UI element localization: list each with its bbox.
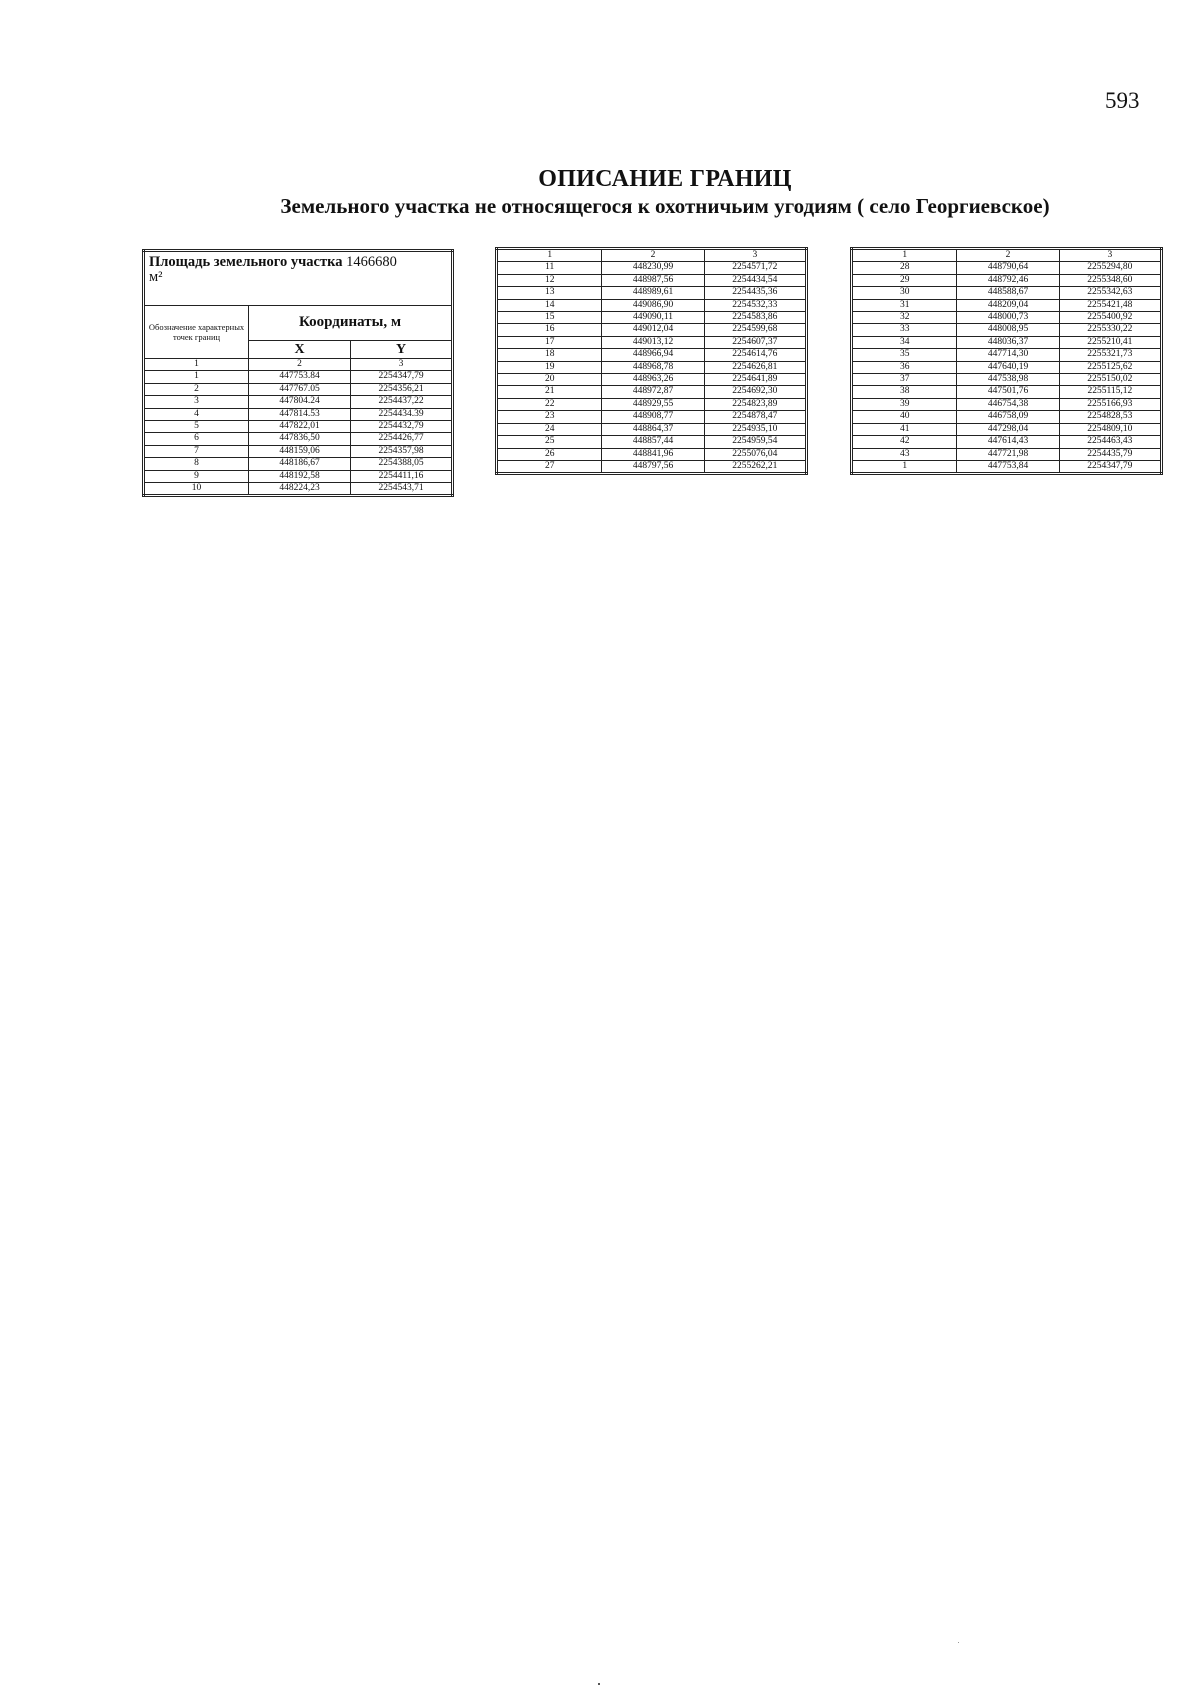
table-row	[144, 458, 453, 470]
y-coordinate-cell: 2254692,30	[704, 386, 806, 398]
point-number-cell: 39	[852, 398, 957, 410]
table-row	[852, 398, 1162, 410]
point-number-cell: 36	[852, 361, 957, 373]
table-row	[144, 483, 453, 496]
y-coordinate-cell: 2255150,02	[1059, 374, 1161, 386]
x-coordinate-cell: 448841,96	[602, 448, 704, 460]
y-coordinate-cell: 2254426,77	[351, 433, 453, 445]
y-header: Y	[351, 341, 453, 359]
table-row	[852, 374, 1162, 386]
table-row	[852, 324, 1162, 336]
x-coordinate-cell: 447721,98	[957, 448, 1059, 460]
point-number-cell: 38	[852, 386, 957, 398]
point-number-cell: 5	[144, 421, 249, 433]
table-row	[144, 396, 453, 408]
y-coordinate-cell: 2255262,21	[704, 460, 806, 473]
y-coordinate-cell: 2254388,05	[351, 458, 453, 470]
x-coordinate-cell: 448987,56	[602, 274, 704, 286]
y-coordinate-cell: 2254347,79	[1059, 460, 1161, 473]
table-row	[497, 460, 807, 473]
document-title: ОПИСАНИЕ ГРАНИЦ	[538, 166, 792, 192]
table-row	[497, 361, 807, 373]
scan-dot	[598, 1683, 600, 1685]
column-number: 1	[852, 249, 957, 262]
x-coordinate-cell: 448036,37	[957, 336, 1059, 348]
x-coordinate-cell: 448588,67	[957, 287, 1059, 299]
table-row	[852, 312, 1162, 324]
point-number-cell: 29	[852, 274, 957, 286]
point-number-cell: 33	[852, 324, 957, 336]
table-row	[497, 349, 807, 361]
point-number-cell: 24	[497, 423, 602, 435]
scan-speck	[958, 1642, 959, 1643]
column-number: 2	[602, 249, 704, 262]
y-coordinate-cell: 2254878,47	[704, 411, 806, 423]
x-coordinate-cell: 448989,61	[602, 287, 704, 299]
column-number: 1	[144, 359, 249, 371]
y-coordinate-cell: 2254432,79	[351, 421, 453, 433]
x-coordinate-cell: 447614,43	[957, 436, 1059, 448]
point-number-cell: 9	[144, 470, 249, 482]
column-number: 3	[1059, 249, 1161, 262]
point-number-cell: 6	[144, 433, 249, 445]
y-coordinate-cell: 2254532,33	[704, 299, 806, 311]
y-coordinate-cell: 2254599,68	[704, 324, 806, 336]
point-number-cell: 4	[144, 408, 249, 420]
y-coordinate-cell: 2254347,79	[351, 371, 453, 383]
y-coordinate-cell: 2254809,10	[1059, 423, 1161, 435]
y-coordinate-cell: 2254411,16	[351, 470, 453, 482]
table-row	[497, 411, 807, 423]
table-row	[144, 445, 453, 457]
table-row	[852, 361, 1162, 373]
coordinates-header: Координаты, м	[249, 306, 453, 341]
table-row	[144, 408, 453, 420]
page-number: 593	[1105, 88, 1140, 113]
table-row	[852, 411, 1162, 423]
point-number-cell: 32	[852, 312, 957, 324]
y-coordinate-cell: 2254959,54	[704, 436, 806, 448]
point-number-cell: 16	[497, 324, 602, 336]
column-number: 2	[249, 359, 351, 371]
x-coordinate-cell: 448864,37	[602, 423, 704, 435]
x-coordinate-cell: 447640,19	[957, 361, 1059, 373]
point-number-cell: 20	[497, 374, 602, 386]
point-number-cell: 21	[497, 386, 602, 398]
table-row	[144, 383, 453, 395]
point-number-cell: 1	[852, 460, 957, 473]
x-coordinate-cell: 448230,99	[602, 262, 704, 274]
x-coordinate-cell: 449090,11	[602, 312, 704, 324]
point-number-cell: 43	[852, 448, 957, 460]
y-coordinate-cell: 2255210,41	[1059, 336, 1161, 348]
y-coordinate-cell: 2254356,21	[351, 383, 453, 395]
y-coordinate-cell: 2254463,43	[1059, 436, 1161, 448]
y-coordinate-cell: 2254435,79	[1059, 448, 1161, 460]
point-number-cell: 30	[852, 287, 957, 299]
y-coordinate-cell: 2254583,86	[704, 312, 806, 324]
x-coordinate-cell: 447814.53	[249, 408, 351, 420]
table-row	[852, 448, 1162, 460]
y-coordinate-cell: 2255076,04	[704, 448, 806, 460]
y-coordinate-cell: 2254543,71	[351, 483, 453, 496]
column-number: 2	[957, 249, 1059, 262]
x-coordinate-cell: 449012,04	[602, 324, 704, 336]
table-row	[497, 324, 807, 336]
y-coordinate-cell: 2255400,92	[1059, 312, 1161, 324]
column-number: 3	[351, 359, 453, 371]
y-coordinate-cell: 2254823,89	[704, 398, 806, 410]
point-number-cell: 12	[497, 274, 602, 286]
table-row	[144, 421, 453, 433]
x-coordinate-cell: 448224,23	[249, 483, 351, 496]
point-number-cell: 28	[852, 262, 957, 274]
point-number-cell: 37	[852, 374, 957, 386]
point-number-cell: 22	[497, 398, 602, 410]
table-row	[497, 398, 807, 410]
x-coordinate-cell: 447501,76	[957, 386, 1059, 398]
table-row	[497, 448, 807, 460]
area-unit: м²	[149, 269, 163, 285]
y-coordinate-cell: 2255421,48	[1059, 299, 1161, 311]
x-coordinate-cell: 448929,55	[602, 398, 704, 410]
point-number-cell: 41	[852, 423, 957, 435]
table-row	[852, 274, 1162, 286]
table-row	[497, 299, 807, 311]
x-coordinate-cell: 449013,12	[602, 336, 704, 348]
y-coordinate-cell: 2254626,81	[704, 361, 806, 373]
y-coordinate-cell: 2254435,36	[704, 287, 806, 299]
x-coordinate-cell: 446758,09	[957, 411, 1059, 423]
point-number-cell: 23	[497, 411, 602, 423]
y-coordinate-cell: 2255321,73	[1059, 349, 1161, 361]
y-coordinate-cell: 2254935,10	[704, 423, 806, 435]
x-coordinate-cell: 447836,50	[249, 433, 351, 445]
x-coordinate-cell: 448963,26	[602, 374, 704, 386]
point-number-cell: 8	[144, 458, 249, 470]
x-coordinate-cell: 447753,84	[957, 460, 1059, 473]
area-cell	[144, 251, 453, 306]
point-number-cell: 42	[852, 436, 957, 448]
y-coordinate-cell: 2255294,80	[1059, 262, 1161, 274]
coordinates-table-1	[142, 249, 454, 497]
designation-header: Обозначение характерных точек границ	[144, 306, 249, 359]
point-number-cell: 18	[497, 349, 602, 361]
point-number-cell: 34	[852, 336, 957, 348]
point-number-cell: 35	[852, 349, 957, 361]
point-number-cell: 25	[497, 436, 602, 448]
table-row	[852, 386, 1162, 398]
x-coordinate-cell: 447804.24	[249, 396, 351, 408]
x-coordinate-cell: 448966,94	[602, 349, 704, 361]
point-number-cell: 7	[144, 445, 249, 457]
table-row	[497, 374, 807, 386]
y-coordinate-cell: 2255342,63	[1059, 287, 1161, 299]
y-coordinate-cell: 2254434.39	[351, 408, 453, 420]
y-coordinate-cell: 2255115,12	[1059, 386, 1161, 398]
point-number-cell: 14	[497, 299, 602, 311]
x-coordinate-cell: 448159,06	[249, 445, 351, 457]
table-row	[852, 299, 1162, 311]
x-coordinate-cell: 448192,58	[249, 470, 351, 482]
table-row	[144, 371, 453, 383]
table-row	[852, 423, 1162, 435]
point-number-cell: 10	[144, 483, 249, 496]
y-coordinate-cell: 2255348,60	[1059, 274, 1161, 286]
table-row	[497, 386, 807, 398]
y-coordinate-cell: 2254828,53	[1059, 411, 1161, 423]
y-coordinate-cell: 2255330,22	[1059, 324, 1161, 336]
x-coordinate-cell: 448857,44	[602, 436, 704, 448]
x-coordinate-cell: 448008,95	[957, 324, 1059, 336]
x-coordinate-cell: 448797,56	[602, 460, 704, 473]
table-row	[852, 287, 1162, 299]
y-coordinate-cell: 2254437,22	[351, 396, 453, 408]
x-coordinate-cell: 448792,46	[957, 274, 1059, 286]
table-row	[497, 336, 807, 348]
table-row	[144, 433, 453, 445]
x-coordinate-cell: 447753.84	[249, 371, 351, 383]
table-row	[852, 262, 1162, 274]
x-coordinate-cell: 448972,87	[602, 386, 704, 398]
table-row	[144, 470, 453, 482]
area-value: 1466680	[346, 254, 397, 270]
x-coordinate-cell: 448968,78	[602, 361, 704, 373]
y-coordinate-cell: 2254607,37	[704, 336, 806, 348]
document-subtitle: Земельного участка не относящегося к охотничьим угодиям ( село Георгиевское)	[280, 194, 1050, 218]
point-number-cell: 40	[852, 411, 957, 423]
point-number-cell: 3	[144, 396, 249, 408]
column-number: 1	[497, 249, 602, 262]
point-number-cell: 31	[852, 299, 957, 311]
point-number-cell: 15	[497, 312, 602, 324]
y-coordinate-cell: 2254357,98	[351, 445, 453, 457]
x-header: X	[249, 341, 351, 359]
point-number-cell: 1	[144, 371, 249, 383]
x-coordinate-cell: 448209,04	[957, 299, 1059, 311]
y-coordinate-cell: 2255166,93	[1059, 398, 1161, 410]
table-row	[497, 312, 807, 324]
point-number-cell: 11	[497, 262, 602, 274]
table-row	[852, 460, 1162, 473]
x-coordinate-cell: 447538,98	[957, 374, 1059, 386]
table-row	[497, 262, 807, 274]
y-coordinate-cell: 2254571,72	[704, 262, 806, 274]
point-number-cell: 19	[497, 361, 602, 373]
table-row	[497, 274, 807, 286]
x-coordinate-cell: 448186,67	[249, 458, 351, 470]
x-coordinate-cell: 446754,38	[957, 398, 1059, 410]
x-coordinate-cell: 448000,73	[957, 312, 1059, 324]
table-row	[852, 336, 1162, 348]
x-coordinate-cell: 447767.05	[249, 383, 351, 395]
area-label: Площадь земельного участка	[149, 254, 343, 270]
y-coordinate-cell: 2254434,54	[704, 274, 806, 286]
point-number-cell: 2	[144, 383, 249, 395]
coordinates-table-2	[495, 247, 808, 475]
table-row	[852, 349, 1162, 361]
table-row	[497, 436, 807, 448]
x-coordinate-cell: 448790,64	[957, 262, 1059, 274]
x-coordinate-cell: 447822,01	[249, 421, 351, 433]
column-number: 3	[704, 249, 806, 262]
x-coordinate-cell: 447298,04	[957, 423, 1059, 435]
table-row	[852, 436, 1162, 448]
y-coordinate-cell: 2254641,89	[704, 374, 806, 386]
table-row	[497, 287, 807, 299]
x-coordinate-cell: 447714,30	[957, 349, 1059, 361]
y-coordinate-cell: 2254614,76	[704, 349, 806, 361]
coordinates-table-3	[850, 247, 1163, 475]
x-coordinate-cell: 449086,90	[602, 299, 704, 311]
x-coordinate-cell: 448908,77	[602, 411, 704, 423]
point-number-cell: 26	[497, 448, 602, 460]
point-number-cell: 17	[497, 336, 602, 348]
point-number-cell: 13	[497, 287, 602, 299]
table-row	[497, 423, 807, 435]
y-coordinate-cell: 2255125,62	[1059, 361, 1161, 373]
point-number-cell: 27	[497, 460, 602, 473]
